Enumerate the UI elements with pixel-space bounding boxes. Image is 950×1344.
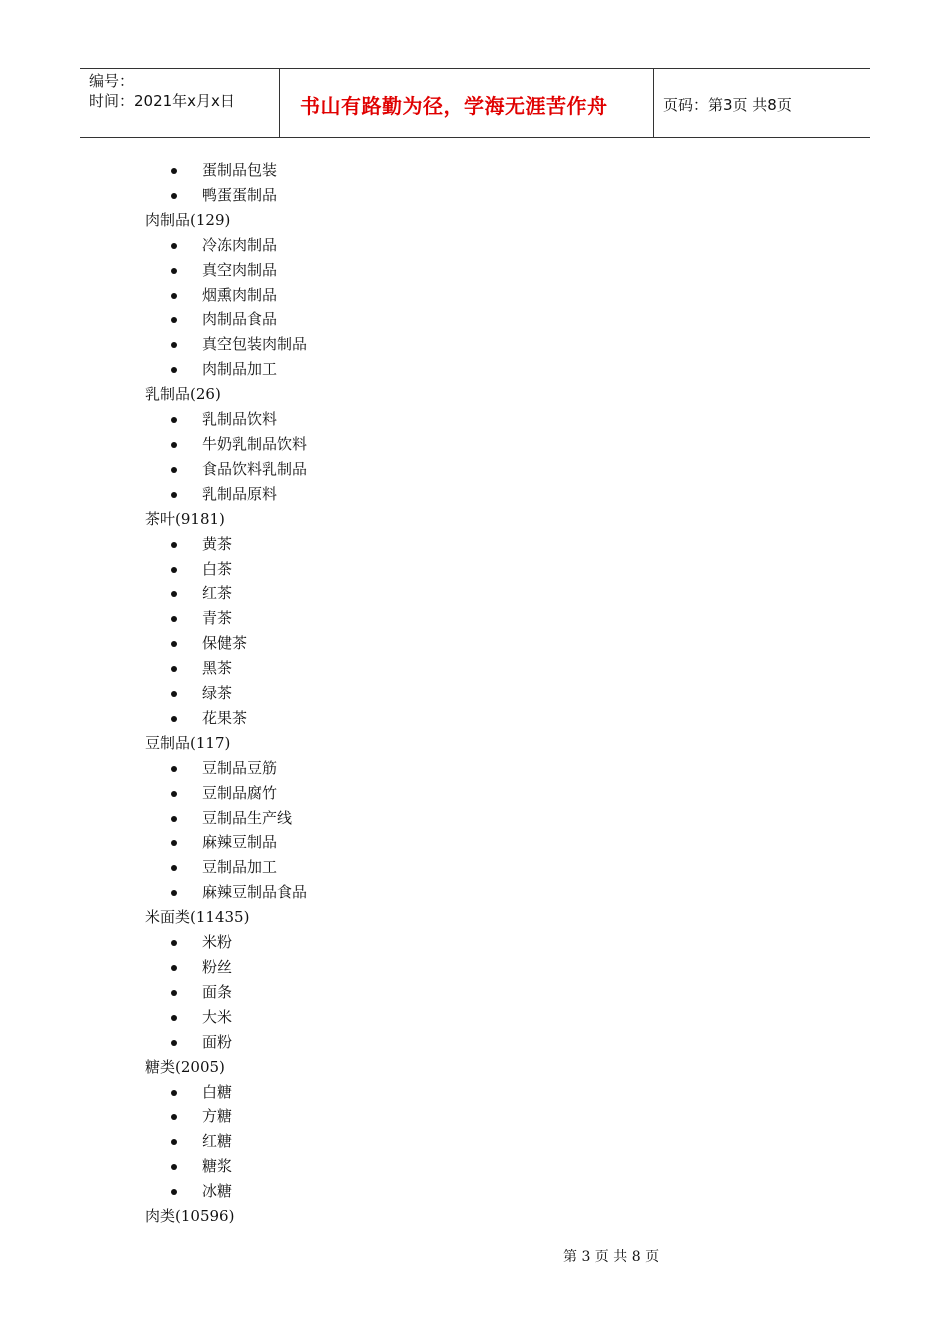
bullet-icon [171, 940, 177, 946]
category-heading [0, 1204, 950, 1229]
list-item-label: 烟熏肉制品 [202, 285, 278, 304]
bullet-icon [171, 616, 177, 622]
list-item-label: 面粉 [202, 1032, 233, 1051]
document-date-label: 时间：2021年x月x日 [89, 92, 235, 110]
list-item-label: 白茶 [202, 559, 233, 578]
list-item [0, 432, 950, 457]
list-item [0, 955, 950, 980]
list-item-label: 真空肉制品 [202, 260, 278, 279]
header-page-cell [654, 69, 870, 137]
list-item-label: 绿茶 [202, 684, 233, 703]
list-item-label: 糖浆 [202, 1157, 233, 1176]
category-heading [0, 507, 950, 532]
list-item-label: 鸭蛋蛋制品 [202, 185, 278, 204]
list-item-label: 冰糖 [202, 1182, 233, 1201]
bullet-icon [171, 467, 177, 473]
list-item [0, 307, 950, 332]
list-item [0, 357, 950, 382]
category-heading [0, 208, 950, 233]
bullet-icon [171, 293, 177, 299]
list-item-label: 黑茶 [202, 659, 233, 678]
list-item [0, 1005, 950, 1030]
bullet-icon [171, 1090, 177, 1096]
list-item-label: 麻辣豆制品 [202, 833, 278, 852]
bullet-icon [171, 591, 177, 597]
list-item-label: 乳制品饮料 [202, 410, 278, 429]
list-item [0, 1179, 950, 1204]
bullet-icon [171, 691, 177, 697]
footer-page-number: 第 3 页 共 8 页 [563, 1249, 660, 1265]
list-item [0, 606, 950, 631]
list-item-label: 米粉 [202, 933, 233, 952]
bullet-icon [171, 816, 177, 822]
category-heading [0, 1055, 950, 1080]
bullet-icon [171, 1139, 177, 1145]
list-item [0, 930, 950, 955]
list-item [0, 332, 950, 357]
list-item-label: 花果茶 [202, 708, 248, 727]
list-item [0, 631, 950, 656]
bullet-icon [171, 1189, 177, 1195]
category-label: 米面类(11435) [145, 908, 250, 927]
bullet-icon [171, 1164, 177, 1170]
list-item [0, 283, 950, 308]
list-item-label: 青茶 [202, 609, 233, 628]
bullet-icon [171, 168, 177, 174]
list-item-label: 豆制品豆筋 [202, 758, 278, 777]
category-label: 豆制品(117) [145, 733, 231, 752]
list-item-label: 保健茶 [202, 634, 248, 653]
bullet-icon [171, 1015, 177, 1021]
list-item-label: 豆制品生产线 [202, 808, 293, 827]
bullet-icon [171, 442, 177, 448]
list-item [0, 830, 950, 855]
list-item [0, 1080, 950, 1105]
bullet-icon [171, 666, 177, 672]
header-page-info: 页码：第3页 共8页 [663, 95, 792, 114]
category-heading [0, 905, 950, 930]
list-item [0, 482, 950, 507]
list-item-label: 红茶 [202, 584, 233, 603]
bullet-icon [171, 1040, 177, 1046]
bullet-icon [171, 716, 177, 722]
list-item-label: 豆制品加工 [202, 858, 278, 877]
list-item [0, 1030, 950, 1055]
list-item-label: 肉制品食品 [202, 310, 278, 329]
list-item [0, 656, 950, 681]
list-item [0, 158, 950, 183]
list-item [0, 880, 950, 905]
list-item-label: 蛋制品包装 [202, 161, 278, 179]
list-item-label: 白糖 [202, 1082, 233, 1101]
list-item [0, 756, 950, 781]
bullet-icon [171, 890, 177, 896]
list-item-label: 豆制品腐竹 [202, 783, 278, 802]
bullet-icon [171, 990, 177, 996]
list-item [0, 581, 950, 606]
list-item [0, 781, 950, 806]
category-heading [0, 382, 950, 407]
list-item [0, 1154, 950, 1179]
document-number-label: 编号： [89, 72, 135, 90]
header-motto-cell [280, 69, 654, 137]
page-footer [0, 1246, 950, 1266]
category-label: 肉类(10596) [145, 1207, 235, 1226]
list-item [0, 706, 950, 731]
list-item-label: 真空包装肉制品 [202, 335, 308, 354]
list-item-label: 乳制品原料 [202, 484, 278, 503]
list-item [0, 532, 950, 557]
bullet-icon [171, 865, 177, 871]
bullet-icon [171, 766, 177, 772]
list-item-label: 牛奶乳制品饮料 [202, 434, 308, 453]
list-item-label: 肉制品加工 [202, 360, 278, 379]
category-label: 乳制品(26) [145, 385, 221, 404]
list-item [0, 183, 950, 208]
bullet-icon [171, 367, 177, 373]
bullet-icon [171, 567, 177, 573]
bullet-icon [171, 641, 177, 647]
list-item-label: 黄茶 [202, 534, 233, 553]
bullet-icon [171, 417, 177, 423]
list-item [0, 407, 950, 432]
bullet-icon [171, 840, 177, 846]
bullet-icon [171, 492, 177, 498]
list-item [0, 855, 950, 880]
list-item [0, 1104, 950, 1129]
list-item [0, 806, 950, 831]
list-item [0, 457, 950, 482]
list-item-label: 麻辣豆制品食品 [202, 883, 308, 902]
category-label: 茶叶(9181) [145, 509, 225, 528]
category-list [0, 158, 950, 1229]
list-item-label: 冷冻肉制品 [202, 235, 278, 254]
list-item-label: 面条 [202, 982, 233, 1001]
list-item-label: 粉丝 [202, 958, 233, 976]
header-meta-cell [80, 69, 280, 137]
bullet-icon [171, 965, 177, 971]
list-item-label: 大米 [202, 1007, 233, 1026]
header-motto: 书山有路勤为径，学海无涯苦作舟 [300, 93, 608, 118]
bullet-icon [171, 243, 177, 249]
list-item [0, 258, 950, 283]
category-label: 糖类(2005) [145, 1057, 225, 1076]
bullet-icon [171, 317, 177, 323]
list-item-label: 红糖 [202, 1132, 233, 1151]
list-item [0, 1129, 950, 1154]
list-item [0, 557, 950, 582]
list-item [0, 681, 950, 706]
category-heading [0, 731, 950, 756]
list-item-label: 食品饮料乳制品 [202, 459, 308, 478]
list-item [0, 980, 950, 1005]
bullet-icon [171, 342, 177, 348]
bullet-icon [171, 791, 177, 797]
bullet-icon [171, 542, 177, 548]
list-item [0, 233, 950, 258]
bullet-icon [171, 193, 177, 199]
page-header [80, 68, 870, 138]
bullet-icon [171, 268, 177, 274]
list-item-label: 方糖 [202, 1107, 233, 1126]
bullet-icon [171, 1114, 177, 1120]
category-label: 肉制品(129) [145, 210, 231, 229]
